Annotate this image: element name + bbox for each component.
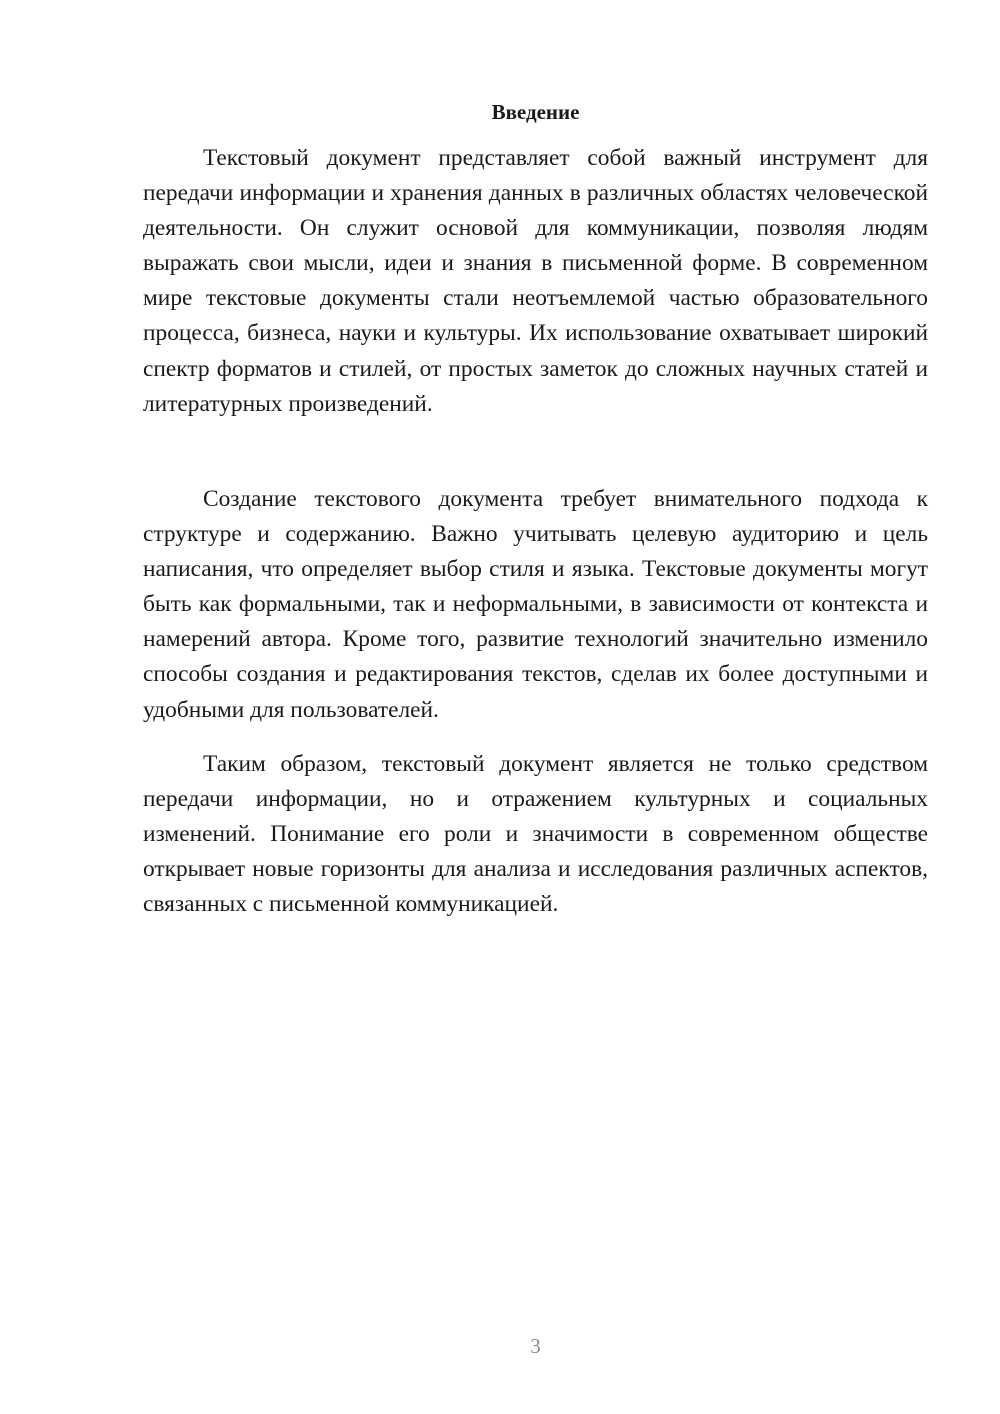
body-paragraph-3: Таким образом, текстовый документ является не только средством передачи информации, но и отражением культурных и социальных изменений. Понимание его роли и значимости в современном обществе открывает новые горизонты для анализа и исследования различных аспектов, связанных с письменной коммуникацией. — [143, 751, 928, 918]
section-heading: Введение — [491, 100, 580, 124]
page-number: 3 — [530, 1334, 541, 1358]
body-paragraph-2: Создание текстового документа требует внимательного подхода к структуре и содержанию. Важно учитывать целевую аудиторию и цель написания, что определяет выбор стиля и языка. Текстовые документы могут быть как формальными, так и неформальными, в зависимости от контекста и намерений автора. Кроме того, развитие технологий значительно изменило способы создания и редактирования текстов, сделав их более доступными и удобными для пользователей. — [143, 486, 928, 723]
body-paragraph-1: Текстовый документ представляет собой важный инструмент для передачи информации и хранения данных в различных областях человеческой деятельности. Он служит основой для коммуникации, позволяя людям выражать свои мысли, идеи и знания в письменной форме. В современном мире текстовые документы стали неотъемлемой частью образовательного процесса, бизнеса, науки и культуры. Их использование охватывает широкий спектр форматов и стилей, от простых заметок до сложных научных статей и литературных произведений. — [143, 145, 928, 417]
